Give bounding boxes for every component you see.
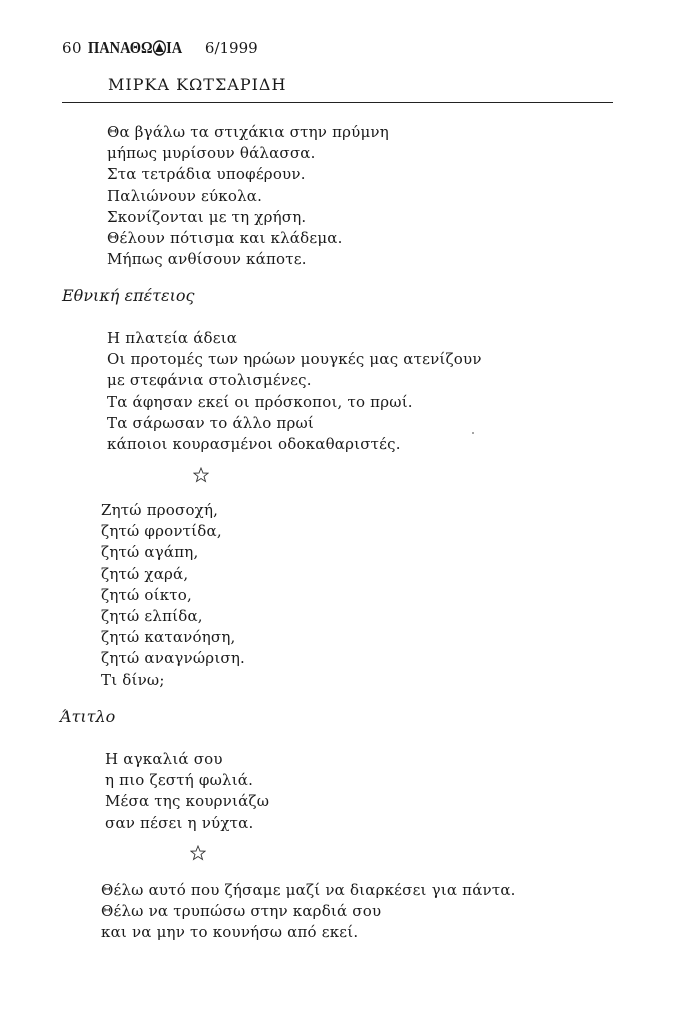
verse-line: Μέσα της κουρνιάζω (105, 792, 270, 811)
journal-logo-right: ΙΑ (166, 38, 183, 57)
poem-4 (105, 749, 269, 834)
verse-line: Τα άφησαν εκεί οι πρόσκοποι, το πρωί. (107, 392, 413, 411)
verse-line: Η αγκαλιά σου (105, 750, 223, 768)
star-outline-icon (193, 467, 209, 483)
poem-3 (101, 500, 245, 691)
verse-line: Τα σάρωσαν το άλλο πρωί (107, 413, 315, 432)
verse-line: Θέλω να τρυπώσω στην καρδιά σου (101, 902, 382, 921)
verse-line: Σκονίζονται με τη χρήση. (107, 207, 307, 226)
page-number: 60 (62, 39, 83, 57)
verse-line: Μήπως ανθίσουν κάποτε. (107, 250, 307, 269)
poem-5 (101, 880, 516, 944)
verse-line: και να μην το κουνήσω από εκεί. (101, 923, 359, 942)
verse-line: ζητώ αναγνώριση. (101, 649, 246, 668)
verse-line: Οι προτομές των ηρώων μουγκές μας ατενίζουν (107, 350, 482, 369)
verse-line: κάποιοι κουρασμένοι οδοκαθαριστές. (107, 435, 401, 454)
issue-number: 6/1999 (204, 39, 258, 57)
verse-line: με στεφάνια στολισμένες. (107, 371, 312, 390)
header-rule (62, 102, 613, 103)
poem-title-national-anniversary: Εθνική επέτειος (62, 286, 195, 305)
verse-line: Στα τετράδια υποφέρουν. (107, 165, 306, 184)
verse-line: η πιο ζεστή φωλιά. (105, 771, 254, 790)
verse-line: ζητώ χαρά, (101, 564, 189, 583)
verse-line: Θέλω αυτό που ζήσαμε μαζί να διαρκέσει για πάντα. (101, 881, 516, 899)
verse-line: Παλιώνουν εύκολα. (107, 186, 263, 205)
journal-logo-left: ΠΑΝΑΘΩ (88, 38, 153, 57)
poem-1 (107, 122, 389, 270)
verse-line: Τι δίνω; (101, 670, 165, 689)
verse-line: σαν πέσει η νύχτα. (105, 813, 254, 832)
verse-line: Θα βγάλω τα στιχάκια στην πρύμνη (107, 123, 389, 141)
author-name: ΜΙΡΚΑ ΚΩΤΣΑΡΙΔΗ (108, 75, 287, 94)
verse-line: Ζητώ προσοχή, (101, 501, 219, 519)
verse-line: ζητώ αγάπη, (101, 543, 199, 562)
verse-line: Η πλατεία άδεια (107, 329, 238, 347)
print-speck (472, 432, 474, 434)
verse-line: ζητώ οίκτο, (101, 585, 192, 604)
running-header (62, 38, 258, 58)
verse-line: ζητώ φροντίδα, (101, 522, 222, 541)
journal-logo (88, 38, 182, 58)
star-outline-icon (190, 845, 206, 861)
poem-2 (107, 328, 482, 455)
verse-line: μήπως μυρίσουν θάλασσα. (107, 144, 316, 163)
journal-logo-mark-icon (153, 40, 167, 56)
verse-line: ζητώ ελπίδα, (101, 607, 203, 626)
poem-title-untitled: Άτιτλο (60, 707, 116, 726)
verse-line: ζητώ κατανόηση, (101, 628, 236, 647)
verse-line: Θέλουν πότισμα και κλάδεμα. (107, 229, 343, 248)
